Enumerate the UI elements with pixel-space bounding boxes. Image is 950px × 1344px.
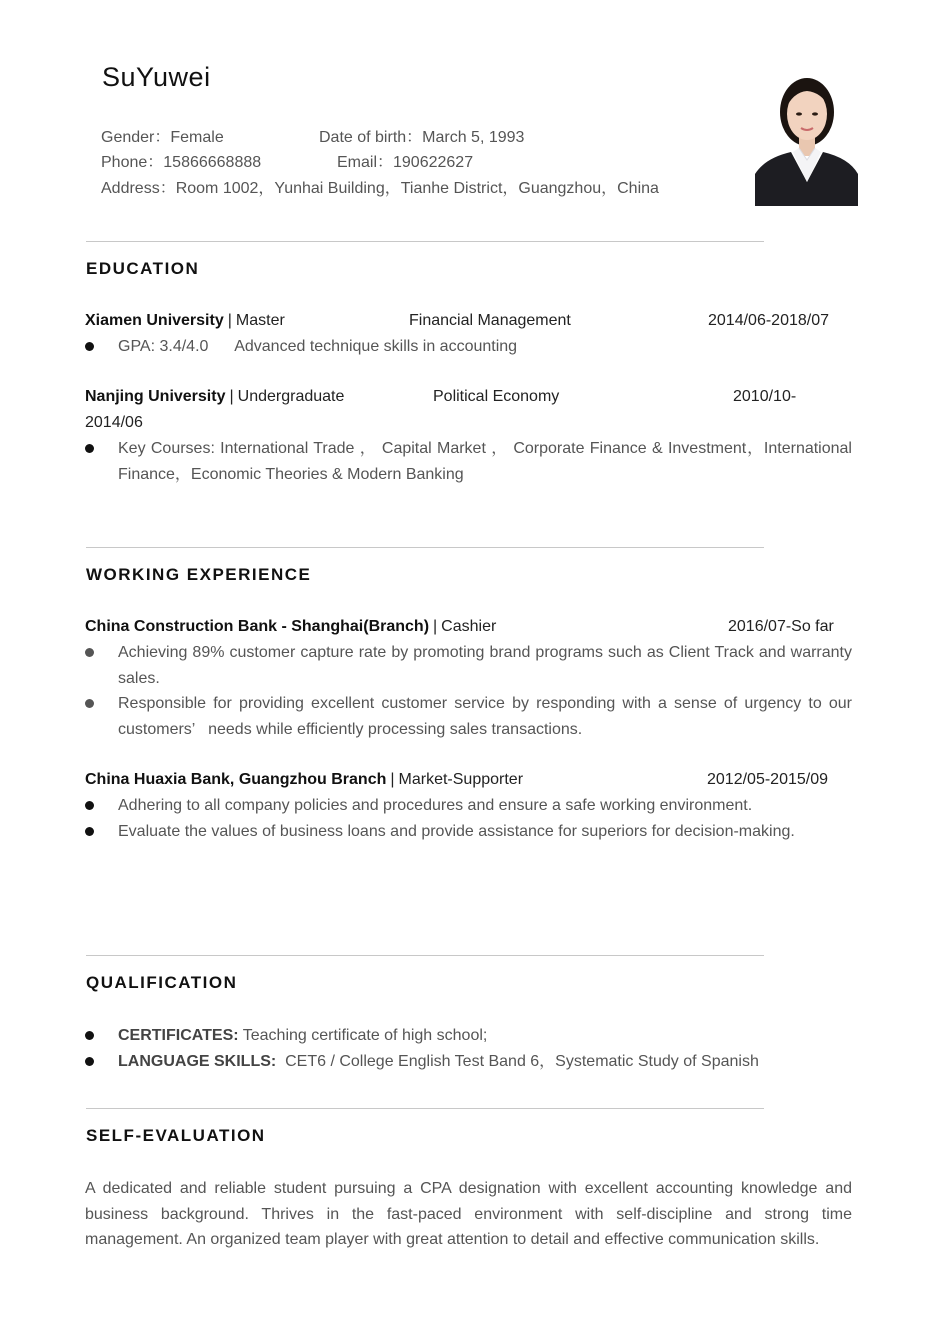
certificates-label: CERTIFICATES: — [118, 1027, 239, 1044]
work-entry-2-head: China Huaxia Bank, Guangzhou Branch | Market-Supporter — [85, 771, 524, 788]
bullet-icon — [85, 444, 94, 453]
school-name: Nanjing University — [85, 388, 226, 405]
bullet-icon — [85, 342, 94, 351]
degree: Master — [235, 312, 285, 329]
education-entry-1-head: Xiamen University | Master — [85, 312, 285, 329]
language-skills-value: CET6 / College English Test Band 6，Systematic Study of Spanish — [276, 1053, 759, 1070]
profile-photo — [755, 62, 858, 206]
dates-start: 2010/10- — [733, 388, 797, 405]
list-item: Key Courses: International Trade ， Capital Market ， Corporate Finance & Investment，International Finance，Economic Theories & Modern Banking — [85, 436, 852, 487]
divider-self-evaluation — [86, 1108, 764, 1109]
list-item: Responsible for providing excellent customer service by responding with a sense of urgency to our customers’ needs while efficiently processing sales transactions. — [85, 691, 852, 742]
school-name: Xiamen University — [85, 312, 224, 329]
work-entry-1-head: China Construction Bank - Shanghai(Branch) | Cashier — [85, 618, 497, 635]
list-item — [85, 1049, 852, 1075]
email: Email：190622627 — [337, 154, 474, 171]
candidate-name: SuYuwei — [102, 62, 211, 92]
major: Political Economy — [433, 388, 560, 405]
section-title-qualification: QUALIFICATION — [86, 973, 238, 992]
list-item: Evaluate the values of business loans and provide assistance for superiors for decision-making. — [85, 819, 852, 845]
bullet-icon — [85, 1031, 94, 1040]
section-title-self-evaluation: SELF-EVALUATION — [86, 1126, 266, 1145]
dates: 2016/07-So far — [728, 618, 834, 635]
bullet-icon — [85, 1057, 94, 1066]
degree: Undergraduate — [237, 388, 345, 405]
address: Address：Room 1002，Yunhai Building，Tianhe District，Guangzhou，China — [101, 180, 659, 197]
list-item: Adhering to all company policies and procedures and ensure a safe working environment. — [85, 793, 852, 819]
section-title-work: WORKING EXPERIENCE — [86, 565, 312, 584]
role: Cashier — [441, 618, 497, 635]
company-name: China Huaxia Bank, Guangzhou Branch — [85, 771, 387, 788]
list-item — [85, 1023, 852, 1049]
certificates-value: Teaching certificate of high school; — [238, 1027, 488, 1044]
bullet-icon — [85, 801, 94, 810]
role: Market-Supporter — [398, 771, 524, 788]
language-skills-label: LANGUAGE SKILLS: — [118, 1053, 277, 1070]
major: Financial Management — [409, 312, 571, 329]
list-item: GPA: 3.4/4.0 Advanced technique skills in accounting — [85, 334, 852, 360]
phone: Phone：15866668888 — [101, 154, 262, 171]
dates-end: 2014/06 — [85, 414, 143, 431]
company-name: China Construction Bank - Shanghai(Branch) — [85, 618, 430, 635]
divider-education — [86, 241, 764, 242]
list-item: Achieving 89% customer capture rate by promoting brand programs such as Client Track and warranty sales. — [85, 640, 852, 691]
section-title-education: EDUCATION — [86, 259, 200, 278]
dates: 2012/05-2015/09 — [707, 771, 828, 788]
bullet-icon — [85, 827, 94, 836]
bullet-icon — [85, 699, 94, 708]
divider-work — [86, 547, 764, 548]
portrait-image — [755, 62, 858, 206]
self-evaluation-text: A dedicated and reliable student pursuing a CPA designation with excellent accounting knowledge and business background. Thrives in the fast-paced environment with self-discipline and strong time management. An organized team player with great attention to detail and effective communication skills. — [85, 1180, 852, 1248]
education-entry-2-head: Nanjing University | Undergraduate — [85, 388, 345, 405]
divider-qualification — [86, 955, 764, 956]
dates: 2014/06-2018/07 — [708, 312, 829, 329]
bullet-icon — [85, 648, 94, 657]
date-of-birth: Date of birth：March 5, 1993 — [319, 129, 525, 146]
gender: Gender：Female — [101, 129, 224, 146]
